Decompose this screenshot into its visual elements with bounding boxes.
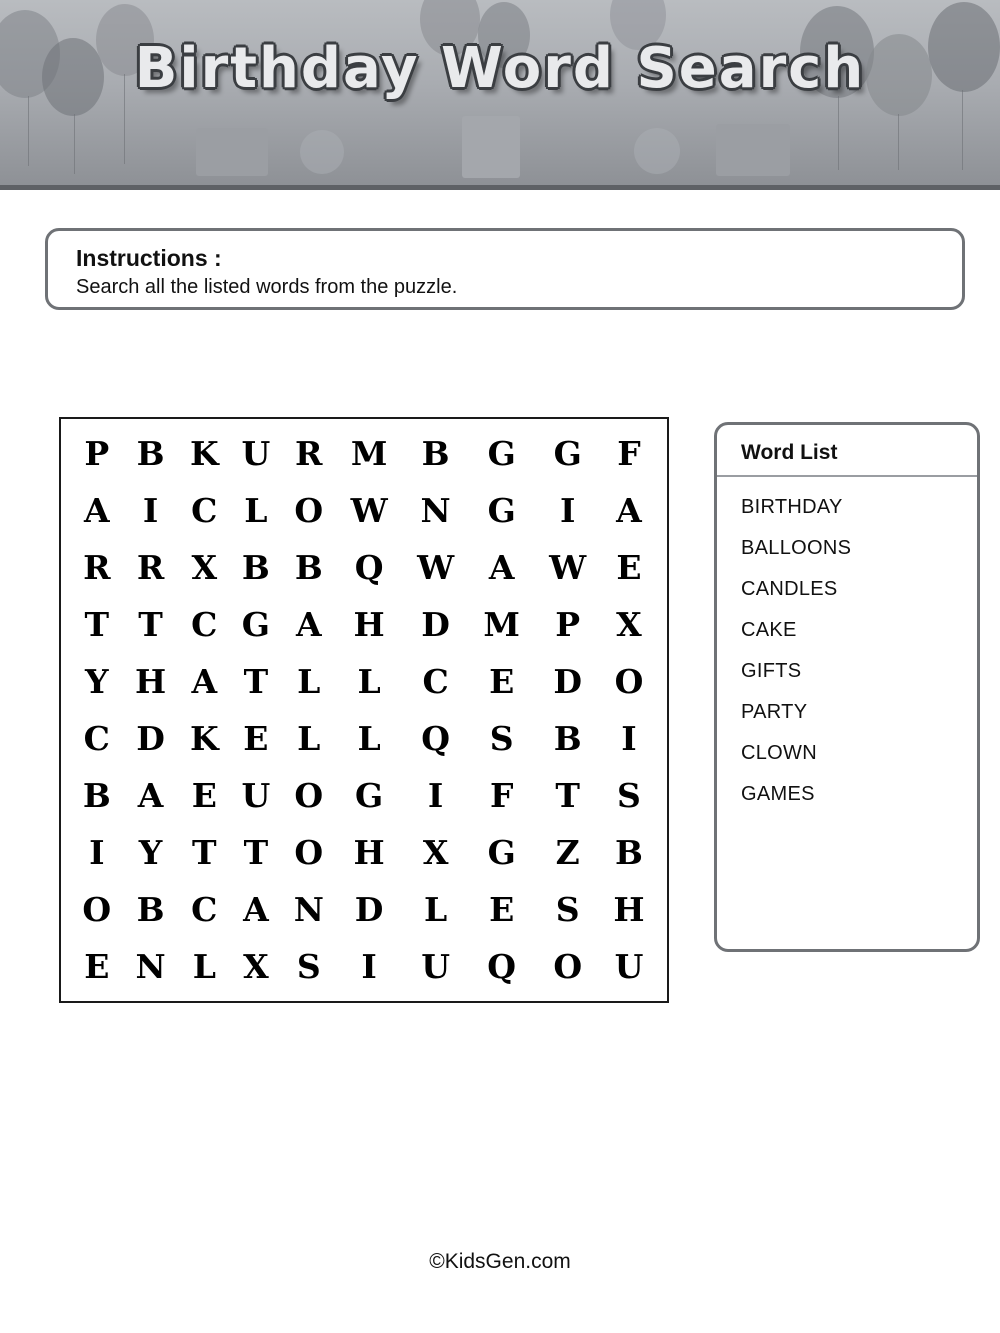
letter-cell[interactable]: L [244, 491, 268, 530]
cake-decoration [716, 124, 790, 176]
page-banner [0, 0, 1000, 190]
letter-cell[interactable]: T [84, 605, 110, 644]
letter-cell[interactable]: B [136, 890, 165, 929]
letter-cell[interactable]: F [489, 776, 514, 815]
letter-cell[interactable]: X [243, 947, 269, 986]
letter-cell[interactable]: A [83, 491, 110, 530]
letter-cell[interactable]: Q [421, 719, 450, 758]
flower-decoration [300, 130, 344, 174]
letter-grid-row [71, 539, 657, 596]
letter-cell[interactable]: X [616, 605, 642, 644]
instructions-text: Search all the listed words from the puzzle. [76, 276, 458, 298]
letter-cell[interactable]: M [350, 434, 388, 473]
letter-cell[interactable]: Z [555, 833, 580, 872]
letter-cell[interactable]: C [191, 890, 218, 929]
word-search-grid[interactable] [59, 417, 669, 1003]
word-list-header: Word List [717, 425, 977, 477]
word-list-panel [714, 422, 980, 952]
letter-cell[interactable]: R [295, 434, 323, 473]
letter-cell[interactable]: D [136, 719, 165, 758]
letter-cell[interactable]: I [559, 491, 576, 530]
letter-cell[interactable]: Q [487, 947, 517, 986]
letter-cell[interactable]: C [191, 605, 218, 644]
page-title: Birthday Word Search [134, 36, 866, 101]
letter-cell[interactable]: E [489, 890, 515, 929]
word-list-item[interactable]: GIFTS [741, 660, 802, 682]
word-list-item[interactable]: CAKE [741, 619, 797, 641]
letter-cell[interactable]: Q [354, 548, 384, 587]
balloon-string [838, 96, 839, 170]
letter-cell[interactable]: A [137, 776, 164, 815]
letter-cell[interactable]: S [489, 719, 514, 758]
letter-cell[interactable]: L [424, 890, 448, 929]
letter-cell[interactable]: B [615, 833, 643, 872]
letter-grid-row [71, 938, 657, 995]
letter-cell[interactable]: B [241, 548, 270, 587]
word-list-item[interactable]: BALLOONS [741, 537, 852, 559]
gift-box-decoration [462, 116, 520, 178]
letter-cell[interactable]: A [191, 662, 218, 701]
letter-cell[interactable]: O [553, 947, 583, 986]
letter-cell[interactable]: X [422, 833, 449, 872]
letter-cell[interactable]: L [357, 662, 381, 701]
letter-cell[interactable]: N [293, 890, 324, 929]
letter-cell[interactable]: P [84, 434, 110, 473]
letter-cell[interactable]: C [191, 491, 218, 530]
letter-cell[interactable]: G [487, 434, 516, 473]
letter-cell[interactable]: B [294, 548, 323, 587]
letter-cell[interactable]: W [549, 548, 587, 587]
letter-cell[interactable]: I [621, 719, 637, 758]
letter-cell[interactable]: A [616, 491, 642, 530]
instructions-title: Instructions : [76, 245, 222, 271]
letter-grid-row [71, 824, 657, 881]
letter-cell[interactable]: I [142, 491, 159, 530]
letter-grid-table [71, 425, 657, 995]
letter-cell[interactable]: K [189, 434, 219, 473]
letter-cell[interactable]: D [421, 605, 450, 644]
letter-grid-body [71, 425, 657, 995]
letter-cell[interactable]: U [421, 947, 450, 986]
letter-cell[interactable]: G [487, 833, 516, 872]
letter-cell[interactable]: B [82, 776, 111, 815]
cake-decoration [196, 128, 268, 176]
letter-cell[interactable]: R [83, 548, 111, 587]
letter-cell[interactable]: B [421, 434, 450, 473]
letter-cell[interactable]: E [489, 662, 515, 701]
letter-cell[interactable]: U [241, 776, 271, 815]
instructions-panel [45, 228, 965, 310]
letter-cell[interactable]: M [483, 605, 520, 644]
letter-cell[interactable]: I [361, 947, 377, 986]
letter-cell[interactable]: L [297, 662, 321, 701]
letter-cell[interactable]: O [294, 833, 324, 872]
letter-cell[interactable]: E [243, 719, 269, 758]
letter-cell[interactable]: H [613, 890, 645, 929]
balloon-string [28, 96, 29, 166]
word-list-item[interactable]: CLOWN [741, 742, 817, 764]
letter-cell[interactable]: T [138, 605, 163, 644]
letter-cell[interactable]: G [355, 776, 384, 815]
letter-cell[interactable]: H [134, 662, 167, 701]
letter-cell[interactable]: Y [138, 833, 163, 872]
letter-cell[interactable]: D [553, 662, 582, 701]
letter-grid-row [71, 881, 657, 938]
letter-grid-row [71, 710, 657, 767]
letter-cell[interactable]: U [241, 434, 271, 473]
letter-cell[interactable]: B [553, 719, 582, 758]
flower-decoration [634, 128, 680, 174]
letter-cell[interactable]: O [294, 491, 324, 530]
letter-cell[interactable]: L [357, 719, 381, 758]
letter-cell[interactable]: H [353, 833, 385, 872]
letter-grid-row [71, 425, 657, 482]
letter-cell[interactable]: S [617, 776, 641, 815]
letter-cell[interactable]: Y [85, 662, 109, 701]
letter-cell[interactable]: L [297, 719, 321, 758]
word-list-item[interactable]: GAMES [741, 783, 815, 805]
letter-cell[interactable]: P [555, 605, 581, 644]
word-list-item[interactable]: PARTY [741, 701, 808, 723]
letter-cell[interactable]: T [555, 776, 580, 815]
balloon-string [898, 114, 899, 170]
letter-cell[interactable]: T [243, 662, 269, 701]
letter-cell[interactable]: T [243, 833, 269, 872]
letter-cell[interactable]: S [296, 947, 321, 986]
letter-cell[interactable]: W [350, 491, 388, 530]
letter-cell[interactable]: B [136, 434, 165, 473]
letter-cell[interactable]: U [614, 947, 644, 986]
letter-cell[interactable]: R [136, 548, 165, 587]
letter-cell[interactable]: A [243, 890, 269, 929]
letter-cell[interactable]: O [294, 776, 324, 815]
letter-grid-row [71, 653, 657, 710]
letter-cell[interactable]: I [427, 776, 444, 815]
letter-cell[interactable]: F [617, 434, 641, 473]
letter-cell[interactable]: N [420, 491, 451, 530]
word-list-items [717, 477, 977, 815]
balloon-string [962, 90, 963, 170]
letter-grid-row [71, 596, 657, 653]
letter-cell[interactable]: L [192, 947, 216, 986]
letter-cell[interactable]: T [192, 833, 217, 872]
letter-cell[interactable]: W [417, 548, 455, 587]
letter-cell[interactable]: E [84, 947, 110, 986]
letter-cell[interactable]: G [241, 605, 270, 644]
letter-cell[interactable]: D [354, 890, 384, 929]
letter-cell[interactable]: X [191, 548, 218, 587]
letter-cell[interactable]: S [555, 890, 580, 929]
letter-cell[interactable]: C [422, 662, 449, 701]
letter-cell[interactable]: E [616, 548, 642, 587]
balloon-string [74, 114, 75, 174]
letter-cell[interactable]: G [553, 434, 582, 473]
letter-cell[interactable]: G [487, 491, 516, 530]
letter-grid-row [71, 767, 657, 824]
word-list-item[interactable]: BIRTHDAY [741, 496, 843, 518]
letter-grid-row [71, 482, 657, 539]
letter-cell[interactable]: A [488, 548, 515, 587]
footer-credit: ©KidsGen.com [429, 1250, 571, 1273]
letter-cell[interactable]: C [83, 719, 110, 758]
letter-cell[interactable]: I [89, 833, 105, 872]
letter-cell[interactable]: A [295, 605, 322, 644]
letter-cell[interactable]: O [82, 890, 112, 929]
word-list-item[interactable]: CANDLES [741, 578, 838, 600]
letter-cell[interactable]: H [353, 605, 385, 644]
letter-cell[interactable]: K [189, 719, 219, 758]
letter-cell[interactable]: N [135, 947, 166, 986]
letter-cell[interactable]: O [614, 662, 644, 701]
letter-cell[interactable]: E [191, 776, 217, 815]
